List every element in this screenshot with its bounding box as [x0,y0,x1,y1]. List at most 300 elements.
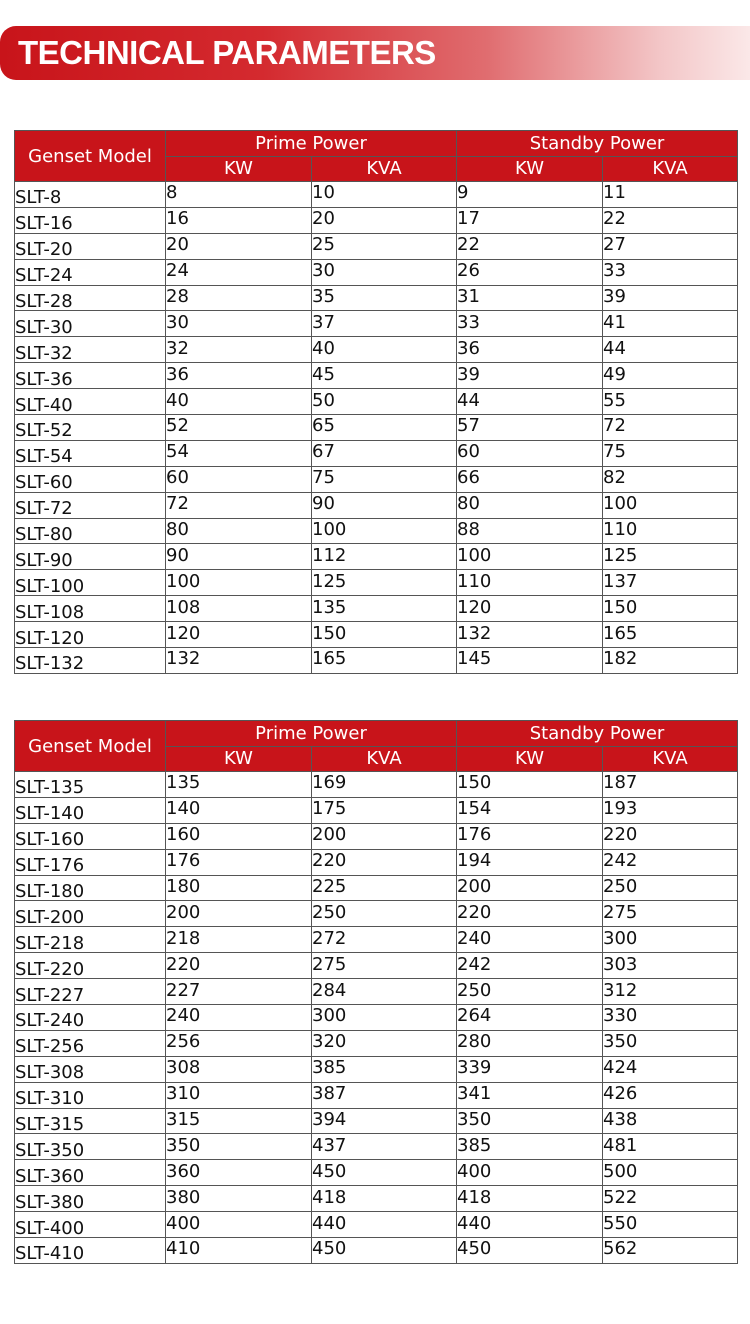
cell-value: 300 [312,1005,347,1027]
parameters-table-2 [14,720,738,1264]
cell-value: SLT-90 [15,549,73,571]
genset-model-cell [15,337,166,363]
cell-value: 112 [312,544,347,566]
cell-value: SLT-120 [15,627,85,649]
cell-value: SLT-176 [15,855,85,877]
cell-value: SLT-16 [15,213,73,235]
prime-kw-cell [166,389,312,415]
standby-kva-cell [603,1056,738,1082]
standby-kw-cell [457,570,603,596]
prime-kw-cell [166,1056,312,1082]
prime-kva-cell [312,311,457,337]
cell-value: 10 [312,182,335,204]
genset-model-cell [15,518,166,544]
prime-kva-cell [312,1212,457,1238]
genset-model-cell [15,648,166,674]
standby-kw-cell [457,1186,603,1212]
prime-kva-cell [312,544,457,570]
cell-value: SLT-400 [15,1217,85,1239]
prime-kw-cell [166,1160,312,1186]
table-row [15,1160,738,1186]
genset-model-cell [15,1160,166,1186]
cell-value: 165 [312,648,347,670]
cell-value: 108 [166,596,201,618]
cell-value: SLT-8 [15,187,62,209]
prime-kva-cell [312,901,457,927]
standby-kw-cell [457,953,603,979]
table-row [15,518,738,544]
standby-kva-cell [603,311,738,337]
standby-kva-header: KVA [603,747,738,772]
standby-kw-cell [457,1134,603,1160]
prime-kw-cell [166,849,312,875]
cell-value: SLT-200 [15,906,85,928]
standby-kw-cell [457,492,603,518]
cell-value: SLT-24 [15,265,73,287]
cell-value: 72 [603,415,626,437]
cell-value: 410 [166,1238,201,1260]
genset-model-cell [15,182,166,208]
prime-kw-cell [166,875,312,901]
standby-kw-cell [457,285,603,311]
prime-kva-cell [312,1238,457,1264]
cell-value: 90 [166,544,189,566]
cell-value: 169 [312,772,347,794]
cell-value: 312 [603,979,638,1001]
cell-value: 256 [166,1031,201,1053]
cell-value: 180 [166,876,201,897]
genset-model-cell [15,363,166,389]
cell-value: 150 [312,622,347,644]
standby-kva-cell [603,182,738,208]
cell-value: SLT-308 [15,1062,85,1084]
table-row [15,901,738,927]
cell-value: 140 [166,798,201,820]
cell-value: 200 [457,876,492,897]
standby-kva-cell [603,544,738,570]
prime-kw-cell [166,492,312,518]
cell-value: 272 [312,927,347,949]
table-row [15,648,738,674]
standby-kva-cell [603,492,738,518]
prime-kw-cell [166,1186,312,1212]
cell-value: 280 [457,1031,492,1053]
cell-value: SLT-80 [15,524,73,546]
cell-value: 242 [603,850,638,872]
cell-value: 218 [166,927,201,949]
cell-value: 30 [312,260,335,282]
cell-value: 310 [166,1083,201,1105]
prime-kva-cell [312,1030,457,1056]
prime-kw-cell [166,1108,312,1134]
cell-value: 264 [457,1005,492,1027]
standby-kva-cell [603,596,738,622]
cell-value: 36 [457,337,480,359]
genset-model-header: Genset Model [15,131,166,182]
cell-value: SLT-28 [15,291,73,312]
cell-value: 315 [166,1109,201,1131]
cell-value: 154 [457,798,492,820]
standby-kw-cell [457,440,603,466]
cell-value: SLT-36 [15,368,73,390]
cell-value: 39 [457,363,480,385]
genset-model-cell [15,772,166,798]
standby-kw-cell [457,1005,603,1031]
genset-model-cell [15,1212,166,1238]
cell-value: SLT-132 [15,653,85,675]
cell-value: SLT-72 [15,498,73,520]
cell-value: 194 [457,850,492,872]
cell-value: 75 [603,441,626,463]
cell-value: 240 [166,1005,201,1027]
prime-kva-cell [312,285,457,311]
cell-value: 250 [457,979,492,1001]
cell-value: 522 [603,1186,638,1208]
cell-value: 481 [603,1134,638,1156]
parameters-table-1 [14,130,738,674]
cell-value: 125 [603,544,638,566]
standby-power-header: Standby Power [457,131,738,157]
prime-kva-cell [312,492,457,518]
cell-value: SLT-380 [15,1191,85,1213]
table-row [15,772,738,798]
standby-kw-cell [457,518,603,544]
table-row [15,1082,738,1108]
standby-kva-cell [603,901,738,927]
cell-value: 17 [457,208,480,230]
standby-kva-cell [603,1030,738,1056]
genset-model-cell [15,1082,166,1108]
standby-kva-cell [603,927,738,953]
cell-value: 385 [312,1057,347,1079]
table-row [15,415,738,441]
prime-kw-cell [166,772,312,798]
table-row [15,1186,738,1212]
cell-value: 33 [603,260,626,282]
prime-kva-cell [312,233,457,259]
cell-value: 380 [166,1186,201,1208]
genset-model-cell [15,233,166,259]
prime-kva-cell [312,953,457,979]
prime-kw-cell [166,570,312,596]
standby-kw-cell [457,466,603,492]
standby-kw-cell [457,544,603,570]
prime-power-header: Prime Power [166,721,457,747]
prime-kw-cell [166,311,312,337]
cell-value: 49 [603,363,626,385]
table-row [15,953,738,979]
genset-model-header: Genset Model [15,721,166,772]
prime-kw-cell [166,1212,312,1238]
section-title: TECHNICAL PARAMETERS [18,34,436,71]
cell-value: 55 [603,389,626,411]
cell-value: 44 [457,389,480,411]
cell-value: 176 [457,824,492,846]
prime-kw-cell [166,337,312,363]
prime-kva-cell [312,648,457,674]
cell-value: SLT-310 [15,1088,85,1110]
standby-power-header: Standby Power [457,721,738,747]
table-row [15,259,738,285]
cell-value: 308 [166,1057,201,1079]
cell-value: 350 [457,1109,492,1131]
cell-value: 418 [312,1186,347,1208]
genset-model-cell [15,466,166,492]
table-row [15,596,738,622]
cell-value: 187 [603,772,638,794]
cell-value: 65 [312,415,335,437]
prime-kw-cell [166,979,312,1005]
cell-value: 150 [603,596,638,618]
cell-value: 220 [457,901,492,923]
table-row [15,1108,738,1134]
prime-kva-cell [312,772,457,798]
cell-value: 450 [312,1160,347,1182]
prime-kva-cell [312,1186,457,1212]
standby-kva-cell [603,1238,738,1264]
cell-value: SLT-256 [15,1036,85,1058]
standby-kva-cell [603,518,738,544]
cell-value: 54 [166,441,189,463]
cell-value: SLT-52 [15,420,73,442]
cell-value: SLT-240 [15,1010,85,1032]
standby-kva-cell [603,259,738,285]
cell-value: 9 [457,182,469,204]
prime-kw-cell [166,544,312,570]
table-row [15,207,738,233]
prime-kva-cell [312,337,457,363]
table-row [15,875,738,901]
prime-kva-header: KVA [312,157,457,182]
table-row [15,927,738,953]
cell-value: 182 [603,648,638,670]
cell-value: 67 [312,441,335,463]
prime-kva-cell [312,518,457,544]
genset-model-cell [15,927,166,953]
standby-kva-cell [603,285,738,311]
cell-value: 137 [603,570,638,592]
cell-value: 60 [457,441,480,463]
cell-value: SLT-60 [15,472,73,494]
cell-value: 88 [457,519,480,541]
cell-value: 120 [166,622,201,644]
cell-value: 341 [457,1083,492,1105]
table-row [15,311,738,337]
cell-value: 132 [457,622,492,644]
table-row [15,1212,738,1238]
cell-value: 57 [457,415,480,437]
standby-kw-cell [457,259,603,285]
cell-value: 145 [457,648,492,670]
cell-value: 450 [457,1238,492,1260]
standby-kva-cell [603,440,738,466]
cell-value: 440 [312,1212,347,1234]
cell-value: 385 [457,1134,492,1156]
prime-kva-cell [312,415,457,441]
table-row [15,492,738,518]
genset-model-cell [15,1238,166,1264]
standby-kva-cell [603,570,738,596]
prime-kw-cell [166,1082,312,1108]
cell-value: 400 [457,1160,492,1182]
prime-kw-cell [166,596,312,622]
cell-value: SLT-140 [15,803,85,825]
standby-kw-cell [457,823,603,849]
cell-value: 193 [603,798,638,820]
cell-value: 33 [457,311,480,333]
prime-kw-cell [166,233,312,259]
cell-value: 35 [312,286,335,307]
cell-value: SLT-135 [15,777,85,799]
prime-kw-header: KW [166,747,312,772]
cell-value: 26 [457,260,480,282]
genset-model-cell [15,1056,166,1082]
prime-kw-cell [166,182,312,208]
prime-kva-cell [312,1160,457,1186]
table-row [15,622,738,648]
cell-value: 28 [166,286,189,307]
prime-kw-cell [166,797,312,823]
prime-kva-cell [312,927,457,953]
cell-value: 165 [603,622,638,644]
cell-value: 36 [166,363,189,385]
standby-kva-cell [603,207,738,233]
standby-kw-cell [457,415,603,441]
standby-kva-cell [603,823,738,849]
prime-kva-cell [312,849,457,875]
cell-value: 66 [457,467,480,489]
cell-value: 135 [166,772,201,794]
prime-kw-cell [166,1134,312,1160]
prime-kva-cell [312,596,457,622]
cell-value: 27 [603,234,626,256]
prime-kw-cell [166,466,312,492]
table-row [15,1056,738,1082]
standby-kva-cell [603,979,738,1005]
cell-value: SLT-180 [15,881,85,902]
standby-kw-cell [457,901,603,927]
table-row [15,1134,738,1160]
genset-model-cell [15,849,166,875]
cell-value: 387 [312,1083,347,1105]
table-row [15,285,738,311]
standby-kva-cell [603,1108,738,1134]
standby-kw-header: KW [457,747,603,772]
table-row [15,1030,738,1056]
cell-value: 22 [457,234,480,256]
standby-kw-cell [457,182,603,208]
standby-kw-cell [457,233,603,259]
standby-kw-cell [457,596,603,622]
prime-kva-cell [312,1005,457,1031]
cell-value: 450 [312,1238,347,1260]
prime-kva-cell [312,363,457,389]
prime-kw-cell [166,823,312,849]
standby-kw-cell [457,797,603,823]
cell-value: 250 [603,876,638,897]
cell-value: 440 [457,1212,492,1234]
cell-value: 225 [312,876,347,897]
genset-model-cell [15,207,166,233]
genset-model-cell [15,389,166,415]
section-banner [0,26,750,80]
cell-value: 75 [312,467,335,489]
cell-value: 438 [603,1109,638,1131]
cell-value: 40 [166,389,189,411]
cell-value: 400 [166,1212,201,1234]
genset-model-cell [15,823,166,849]
standby-kva-cell [603,337,738,363]
standby-kw-cell [457,927,603,953]
prime-kw-cell [166,901,312,927]
prime-kw-cell [166,285,312,311]
cell-value: 39 [603,286,626,307]
table-row [15,823,738,849]
cell-value: 242 [457,953,492,975]
cell-value: SLT-350 [15,1139,85,1161]
cell-value: 120 [457,596,492,618]
standby-kw-cell [457,1212,603,1238]
cell-value: 200 [166,901,201,923]
cell-value: 80 [457,493,480,515]
cell-value: 20 [166,234,189,256]
cell-value: 82 [603,467,626,489]
prime-kva-cell [312,466,457,492]
standby-kva-cell [603,849,738,875]
table-row [15,182,738,208]
cell-value: 135 [312,596,347,618]
standby-kw-cell [457,979,603,1005]
cell-value: 240 [457,927,492,949]
cell-value: 562 [603,1238,638,1260]
prime-kva-cell [312,875,457,901]
standby-kva-cell [603,953,738,979]
standby-kva-header: KVA [603,157,738,182]
cell-value: 31 [457,286,480,307]
cell-value: 30 [166,311,189,333]
cell-value: 100 [312,519,347,541]
cell-value: 132 [166,648,201,670]
cell-value: SLT-410 [15,1243,85,1265]
cell-value: 360 [166,1160,201,1182]
cell-value: 37 [312,311,335,333]
standby-kva-cell [603,1005,738,1031]
genset-model-cell [15,596,166,622]
cell-value: 394 [312,1109,347,1131]
standby-kva-cell [603,772,738,798]
cell-value: 284 [312,979,347,1001]
cell-value: 220 [166,953,201,975]
cell-value: 90 [312,493,335,515]
table-row [15,849,738,875]
cell-value: 330 [603,1005,638,1027]
standby-kva-cell [603,622,738,648]
standby-kva-cell [603,1082,738,1108]
standby-kw-cell [457,1030,603,1056]
prime-kw-cell [166,415,312,441]
standby-kw-cell [457,363,603,389]
cell-value: 32 [166,337,189,359]
prime-kw-cell [166,953,312,979]
standby-kw-cell [457,648,603,674]
cell-value: SLT-20 [15,239,73,261]
standby-kw-cell [457,1238,603,1264]
standby-kva-cell [603,1134,738,1160]
table-body [15,182,738,674]
prime-kva-cell [312,1108,457,1134]
cell-value: SLT-100 [15,575,85,597]
prime-kva-cell [312,979,457,1005]
